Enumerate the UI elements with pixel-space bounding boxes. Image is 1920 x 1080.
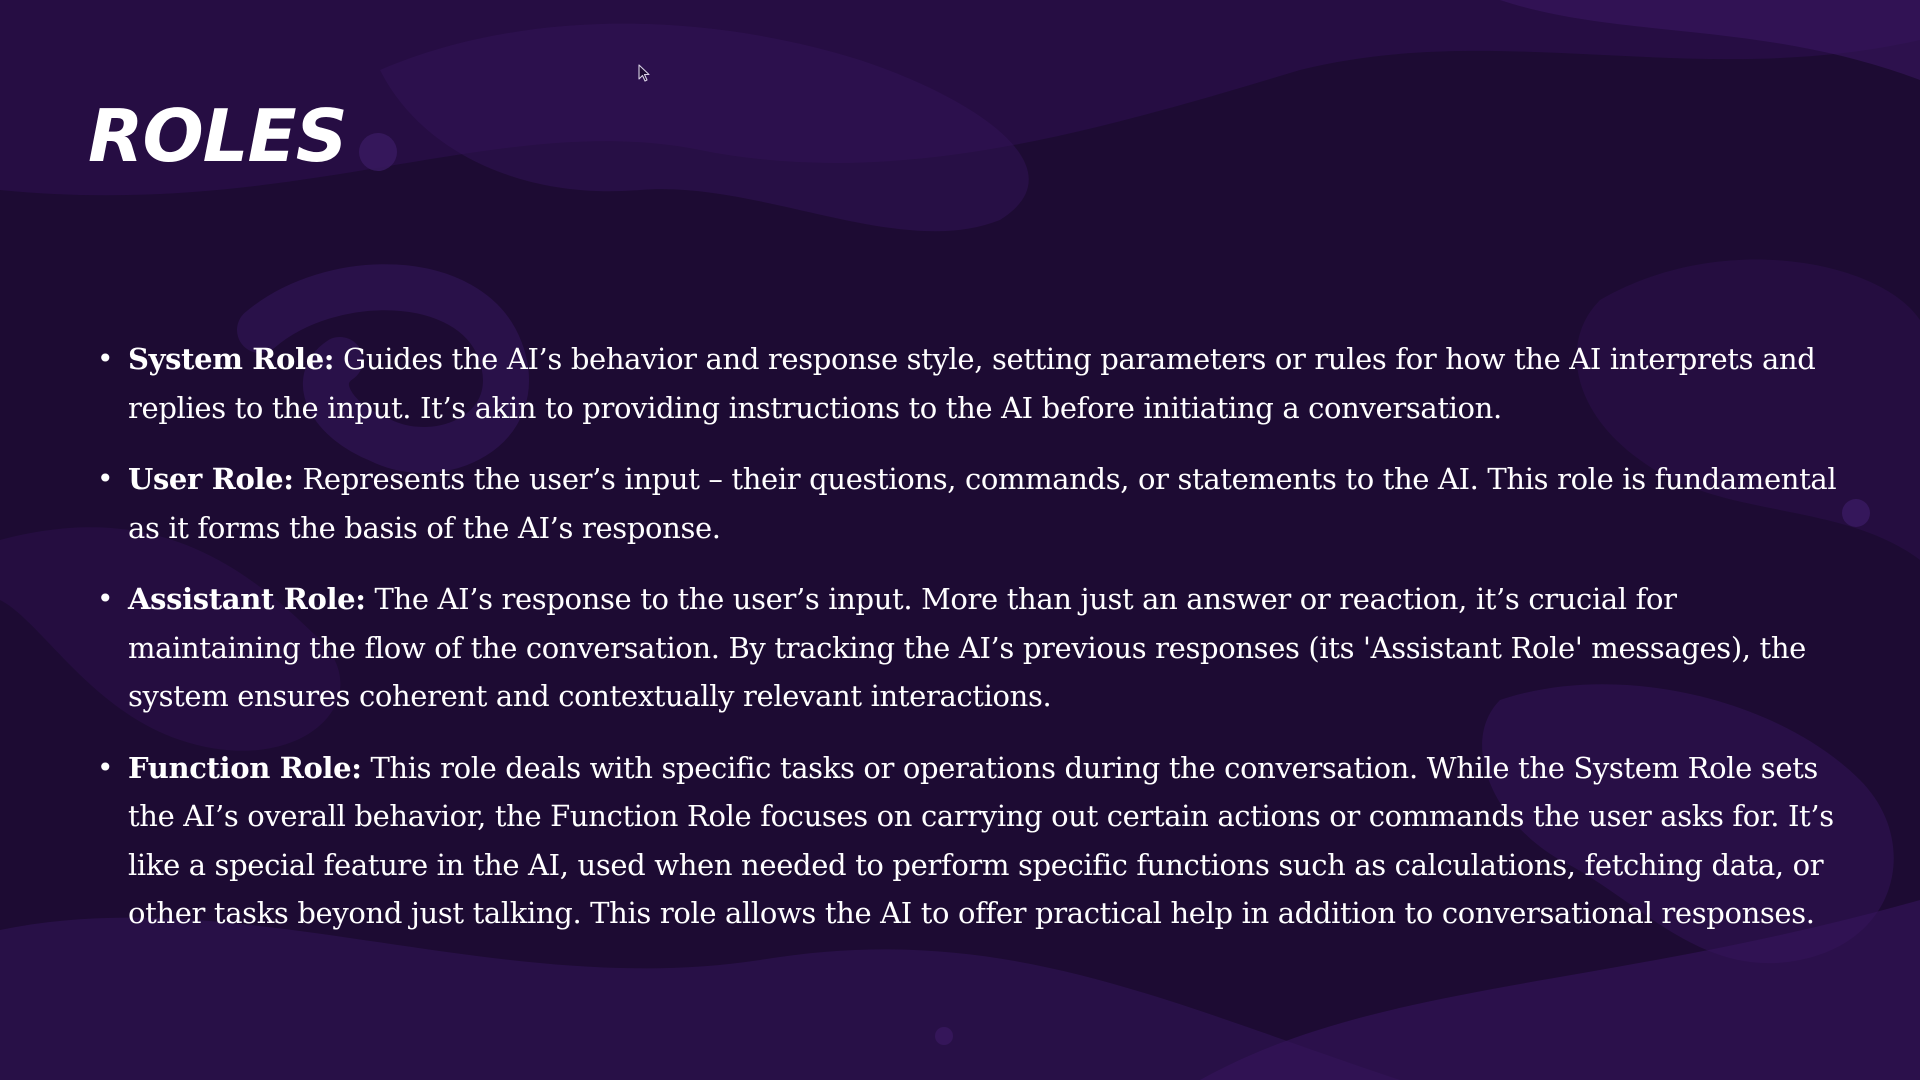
list-item-function-role	[94, 744, 1844, 938]
slide-title: ROLES	[88, 94, 347, 178]
bullet-icon: •	[97, 462, 114, 495]
role-description: This role deals with specific tasks or operations during the conversation. While the System Role sets the AI’s overall behavior, the Function Role focuses on carrying out certain actions or commands the user asks for. It’s like a special feature in the AI, used when needed to perform specific functions such as calculations, fetching data, or other tasks beyond just talking. This role allows the AI to offer practical help in addition to conversational responses.	[128, 750, 1834, 930]
role-name: Assistant Role:	[128, 582, 366, 616]
list-item-assistant-role	[94, 575, 1844, 721]
role-name: Function Role:	[128, 750, 362, 785]
bullet-icon: •	[97, 342, 114, 375]
role-name: User Role:	[128, 462, 294, 496]
role-description: Guides the AI’s behavior and response style, setting parameters or rules for how the AI interprets and replies to the input. It’s akin to providing instructions to the AI before initiating a conversation.	[128, 342, 1816, 425]
role-description: The AI’s response to the user’s input. More than just an answer or reaction, it’s crucial for maintaining the flow of the conversation. By tracking the AI’s previous responses (its 'Assistant Role' messages), the system ensures coherent and contextually relevant interactions.	[128, 582, 1806, 713]
bullet-icon: •	[97, 582, 114, 615]
role-name: System Role:	[128, 342, 335, 376]
list-item-user-role	[94, 455, 1844, 552]
list-item-system-role	[94, 335, 1844, 432]
roles-list	[94, 335, 1844, 961]
mouse-pointer-icon	[638, 64, 650, 82]
bullet-icon: •	[97, 750, 114, 784]
role-description: Represents the user’s input – their questions, commands, or statements to the AI. This role is fundamental as it forms the basis of the AI’s response.	[128, 462, 1837, 545]
